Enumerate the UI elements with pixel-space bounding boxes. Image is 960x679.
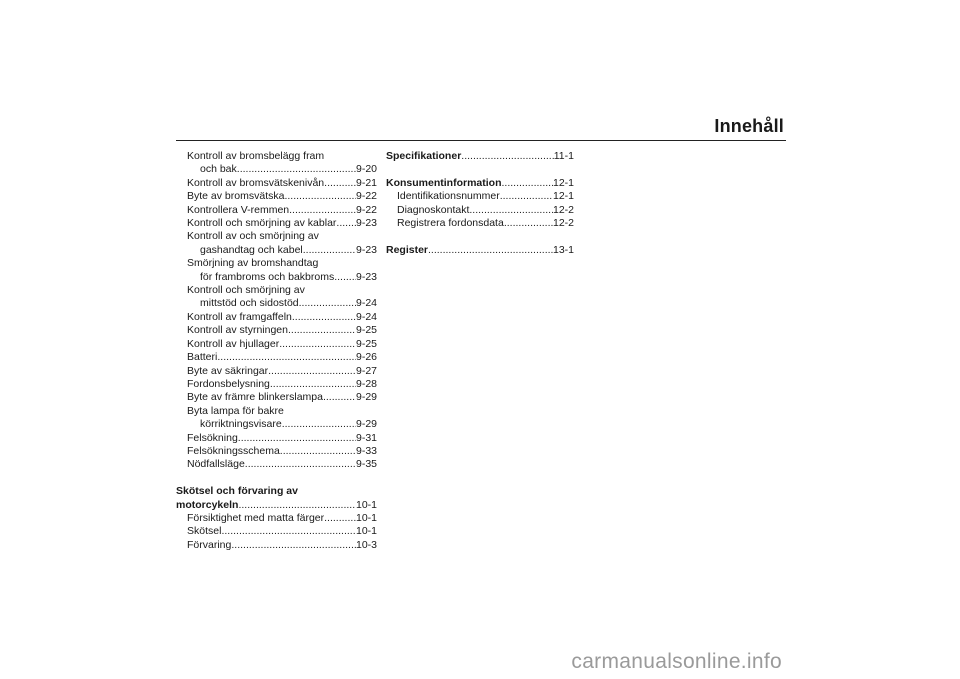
toc-leader-dots	[231, 539, 356, 552]
toc-column-left	[176, 150, 377, 552]
toc-entry[interactable]	[386, 177, 574, 190]
toc-page-number: 9-28	[355, 377, 377, 390]
toc-gap	[386, 163, 574, 176]
toc-gap	[176, 472, 377, 485]
toc-heading-line[interactable]: Kontroll av och smörjning av	[187, 230, 319, 243]
toc-entry[interactable]	[176, 217, 377, 230]
toc-entry[interactable]	[176, 499, 377, 512]
toc-leader-dots	[469, 204, 553, 217]
toc-leader-dots	[334, 271, 356, 284]
toc-page-number: 11-1	[553, 150, 574, 162]
toc-entry[interactable]	[176, 445, 377, 458]
toc-page-number: 12-2	[552, 203, 574, 216]
toc-entry-title: Felsökningsschema	[187, 444, 280, 457]
toc-page-number: 9-35	[355, 458, 377, 471]
toc-page-number: 10-1	[355, 511, 377, 524]
toc-page-number: 9-20	[355, 163, 377, 176]
toc-entry[interactable]	[176, 271, 377, 284]
toc-entry-title: Diagnoskontakt	[397, 203, 470, 216]
toc-entry[interactable]	[386, 217, 574, 230]
toc-entry-title: för frambroms och bakbroms	[200, 270, 335, 283]
toc-leader-dots	[280, 445, 356, 458]
toc-page-number: 9-22	[355, 190, 377, 203]
toc-entry-title: Kontroll av framgaffeln	[187, 310, 292, 323]
toc-entry[interactable]	[176, 512, 377, 525]
toc-entry[interactable]	[176, 338, 377, 351]
watermark: carmanualsonline.info	[571, 650, 782, 673]
toc-column-right	[386, 150, 574, 257]
toc-entry-title: gashandtag och kabel	[200, 243, 303, 256]
toc-entry[interactable]	[176, 244, 377, 257]
toc-entry-title: körriktningsvisare	[200, 418, 282, 431]
toc-page-number: 9-23	[355, 243, 377, 256]
toc-leader-dots	[238, 499, 356, 512]
toc-entry[interactable]	[176, 177, 377, 190]
toc-entry-title: Felsökning	[187, 431, 238, 444]
toc-entry-title: Batteri	[187, 351, 218, 364]
toc-leader-dots	[289, 204, 356, 217]
toc-page-number: 9-22	[355, 203, 377, 216]
toc-entry[interactable]	[386, 150, 574, 163]
toc-entry[interactable]	[176, 311, 377, 324]
toc-page-number: 9-24	[355, 310, 377, 323]
toc-leader-dots	[504, 217, 553, 230]
toc-leader-dots	[500, 190, 553, 203]
toc-page-number: 10-1	[355, 498, 377, 511]
toc-leader-dots	[324, 512, 356, 525]
toc-page-number: 9-33	[355, 444, 377, 457]
toc-leader-dots	[336, 217, 356, 230]
toc-entry[interactable]	[176, 539, 377, 552]
toc-page-number: 9-26	[355, 351, 377, 364]
toc-leader-dots	[292, 311, 356, 324]
toc-page-number: 9-25	[355, 337, 377, 350]
toc-entry-title: Byte av främre blinkerslampa	[187, 391, 323, 404]
toc-entry-title: Nödfallsläge	[187, 458, 245, 471]
toc-page-number: 9-27	[355, 364, 377, 377]
toc-entry-title: Kontroll av hjullager	[187, 337, 280, 350]
toc-entry-title: Kontrollera V-remmen	[187, 203, 290, 216]
toc-entry[interactable]	[176, 163, 377, 176]
toc-leader-dots	[284, 190, 356, 203]
toc-entry[interactable]	[176, 351, 377, 364]
toc-entry[interactable]	[386, 190, 574, 203]
toc-heading-line[interactable]: Skötsel och förvaring av	[176, 485, 298, 498]
toc-entry-title: Kontroll och smörjning av kablar	[187, 217, 337, 230]
toc-entry[interactable]	[176, 190, 377, 203]
toc-heading-line[interactable]: Kontroll och smörjning av	[187, 284, 305, 297]
toc-leader-dots	[282, 418, 356, 431]
toc-entry-title: Förvaring	[187, 538, 232, 551]
toc-entry-title: Skötsel	[187, 525, 222, 538]
toc-entry[interactable]	[176, 378, 377, 391]
toc-leader-dots	[221, 525, 356, 538]
toc-entry[interactable]	[386, 244, 574, 257]
toc-page-number: 12-2	[552, 217, 574, 230]
toc-entry-title: Konsumentinformation	[386, 176, 502, 189]
toc-page-number: 9-29	[355, 391, 377, 404]
toc-entry-title: motorcykeln	[176, 498, 239, 511]
toc-leader-dots	[303, 244, 356, 257]
toc-entry-title: Försiktighet med matta färger	[187, 511, 325, 524]
page-title: Innehåll	[714, 116, 784, 136]
toc-entry[interactable]	[176, 297, 377, 310]
toc-leader-dots	[299, 297, 356, 310]
toc-page-number: 12-1	[552, 190, 574, 203]
toc-entry-title: och bak	[200, 163, 237, 176]
toc-entry[interactable]	[176, 365, 377, 378]
toc-heading-line[interactable]: Kontroll av bromsbelägg fram	[187, 150, 325, 162]
header-rule	[176, 140, 786, 141]
toc-heading-line[interactable]: Smörjning av bromshandtag	[187, 257, 319, 270]
toc-leader-dots	[323, 391, 356, 404]
toc-leader-dots	[324, 177, 356, 190]
toc-leader-dots	[428, 244, 553, 257]
toc-page-number: 9-31	[355, 431, 377, 444]
toc-entry-title: Kontroll av styrningen	[187, 324, 288, 337]
toc-entry-title: Byte av säkringar	[187, 364, 269, 377]
toc-entry[interactable]	[176, 418, 377, 431]
toc-leader-dots	[237, 163, 356, 176]
toc-page-number: 9-24	[355, 297, 377, 310]
toc-page-number: 9-23	[355, 270, 377, 283]
toc-leader-dots	[268, 365, 356, 378]
toc-entry-title: mittstöd och sidostöd	[200, 297, 299, 310]
toc-leader-dots	[245, 458, 356, 471]
toc-page-number: 9-23	[355, 217, 377, 230]
toc-entry[interactable]	[176, 324, 377, 337]
toc-entry[interactable]	[176, 525, 377, 538]
toc-entry-title: Registrera fordonsdata	[397, 217, 504, 230]
toc-leader-dots	[502, 177, 553, 190]
toc-page-number: 9-25	[355, 324, 377, 337]
toc-entry[interactable]	[176, 458, 377, 471]
toc-leader-dots	[461, 150, 553, 163]
toc-leader-dots	[270, 378, 356, 391]
toc-page-number: 13-1	[552, 243, 574, 256]
toc-leader-dots	[238, 432, 356, 445]
toc-entry-title: Fordonsbelysning	[187, 377, 270, 390]
toc-heading-line[interactable]: Byta lampa för bakre	[187, 404, 284, 417]
toc-entry[interactable]	[176, 432, 377, 445]
toc-page-number: 10-3	[355, 538, 377, 551]
toc-leader-dots	[217, 351, 356, 364]
toc-page-number: 9-29	[355, 418, 377, 431]
toc-entry[interactable]	[386, 204, 574, 217]
toc-leader-dots	[288, 324, 356, 337]
toc-entry-title: Specifikationer	[386, 150, 462, 162]
toc-page-number: 10-1	[355, 525, 377, 538]
toc-page-number: 9-21	[355, 176, 377, 189]
toc-page-number: 12-1	[552, 176, 574, 189]
toc-entry-title: Identifikationsnummer	[397, 190, 500, 203]
toc-leader-dots	[279, 338, 356, 351]
toc-entry-title: Byte av bromsvätska	[187, 190, 285, 203]
toc-gap	[386, 230, 574, 243]
toc-entry[interactable]	[176, 391, 377, 404]
toc-entry-title: Register	[386, 243, 429, 256]
toc-entry[interactable]	[176, 204, 377, 217]
toc-entry-title: Kontroll av bromsvätskenivån	[187, 176, 325, 189]
